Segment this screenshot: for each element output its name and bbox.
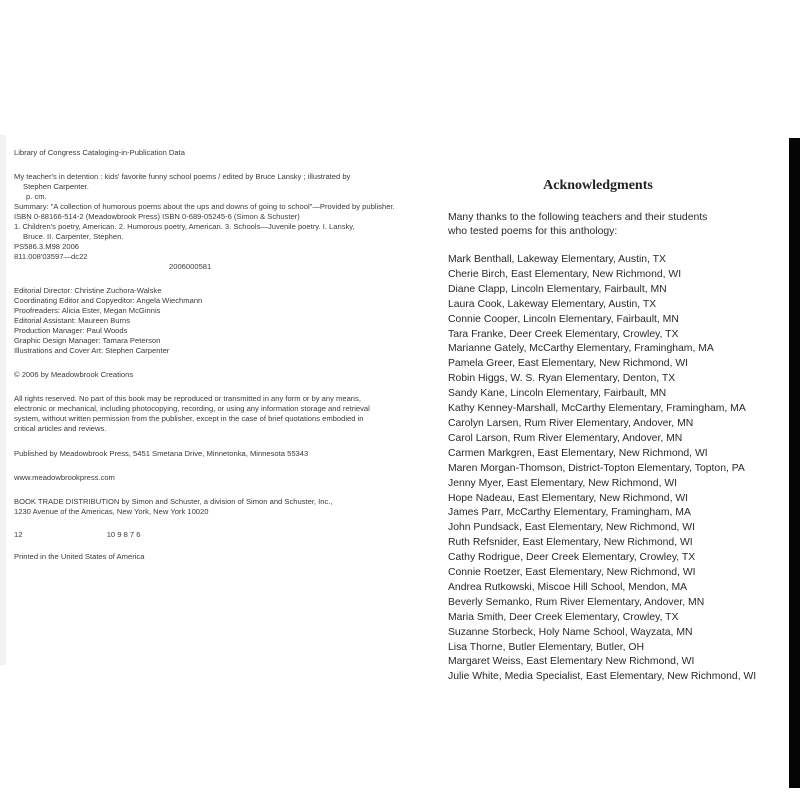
printing-numbers bbox=[14, 530, 414, 540]
list-item: Jenny Myer, East Elementary, New Richmond, WI bbox=[448, 477, 678, 489]
credit-line: Coordinating Editor and Copyeditor: Angela Wiechmann bbox=[14, 296, 203, 305]
list-item: Carol Larson, Rum River Elementary, Andover, MN bbox=[448, 432, 683, 444]
cip-subjects-cont: Bruce. II. Carpenter, Stephen. bbox=[23, 232, 124, 241]
list-item: Carolyn Larsen, Rum River Elementary, Andover, MN bbox=[448, 417, 694, 429]
credit-line: Editorial Assistant: Maureen Burns bbox=[14, 316, 131, 325]
intro-line: Many thanks to the following teachers and their students bbox=[448, 212, 708, 223]
list-item: Ruth Refsnider, East Elementary, New Richmond, WI bbox=[448, 537, 693, 549]
copyright-notice: © 2006 by Meadowbrook Creations bbox=[14, 370, 134, 379]
list-item: Beverly Semanko, Rum River Elementary, Andover, MN bbox=[448, 596, 705, 608]
cip-title-line-cont: Stephen Carpenter. bbox=[23, 182, 89, 191]
credit-line: Graphic Design Manager: Tamara Peterson bbox=[14, 336, 161, 345]
cip-class-number: PS586.3.M98 2006 bbox=[14, 242, 80, 251]
list-item: Kathy Kenney-Marshall, McCarthy Elementary, Framingham, MA bbox=[448, 403, 746, 415]
list-item: Carmen Markgren, East Elementary, New Richmond, WI bbox=[448, 447, 708, 459]
credits-list bbox=[14, 286, 414, 356]
acknowledgments-page bbox=[448, 178, 783, 685]
cip-dewey: 811.008'03597—dc22 bbox=[14, 252, 88, 261]
cip-control-number: 2006000581 bbox=[169, 262, 212, 271]
rights-statement bbox=[14, 394, 414, 434]
printed-in: Printed in the United States of America bbox=[14, 552, 145, 561]
list-item: Mark Benthall, Lakeway Elementary, Austin, TX bbox=[448, 254, 666, 265]
rights-line: All rights reserved. No part of this book may be reproduced or transmitted in any form or by any means, bbox=[14, 394, 361, 403]
list-item: Hope Nadeau, East Elementary, New Richmond, WI bbox=[448, 492, 689, 504]
page-edge-shadow bbox=[0, 135, 6, 665]
cip-subjects: 1. Children's poetry, American. 2. Humorous poetry, American. 3. Schools—Juvenile poetry. I. Lansky, bbox=[14, 222, 355, 231]
rights-line: system, without written permission from the publisher, except in the case of brief quotations embodied in bbox=[14, 414, 364, 423]
list-item: Julie White, Media Specialist, East Elementary, New Richmond, WI bbox=[448, 671, 757, 683]
credit-line: Illustrations and Cover Art: Stephen Carpenter bbox=[14, 346, 170, 355]
credit-line: Editorial Director: Christine Zuchora-Walske bbox=[14, 286, 162, 295]
list-item: Diane Clapp, Lincoln Elementary, Fairbault, MN bbox=[448, 283, 667, 295]
rights-line: electronic or mechanical, including photocopying, recording, or using any information storage and retrieval bbox=[14, 404, 370, 413]
list-item: Maren Morgan-Thomson, District-Topton Elementary, Topton, PA bbox=[448, 462, 745, 474]
list-item: Sandy Kane, Lincoln Elementary, Fairbault, MN bbox=[448, 388, 667, 400]
list-item: Laura Cook, Lakeway Elementary, Austin, TX bbox=[448, 298, 657, 310]
cip-pages: p. cm. bbox=[26, 192, 47, 201]
list-item: Connie Cooper, Lincoln Elementary, Fairbault, MN bbox=[448, 313, 679, 325]
list-item: Lisa Thorne, Butler Elementary, Butler, OH bbox=[448, 641, 644, 653]
list-item: James Parr, McCarthy Elementary, Framingham, MA bbox=[448, 507, 691, 519]
list-item: Marianne Gately, McCarthy Elementary, Framingham, MA bbox=[448, 343, 714, 355]
list-item: Connie Roetzer, East Elementary, New Richmond, WI bbox=[448, 567, 696, 579]
acknowledgments-intro bbox=[448, 211, 783, 239]
copyright-page bbox=[14, 148, 414, 562]
printing-number-left: 12 bbox=[14, 530, 23, 539]
cip-summary: Summary: "A collection of humorous poems about the ups and downs of going to school"—Provided by publisher. bbox=[14, 202, 395, 211]
distribution-address: 1230 Avenue of the Americas, New York, New York 10020 bbox=[14, 507, 209, 516]
website-link: www.meadowbrookpress.com bbox=[14, 473, 115, 482]
intro-line: who tested poems for this anthology: bbox=[448, 226, 618, 237]
page-title: Acknowledgments bbox=[543, 178, 653, 193]
list-item: Suzanne Storbeck, Holy Name School, Wayzata, MN bbox=[448, 626, 693, 638]
publisher-line: Published by Meadowbrook Press, 5451 Smetana Drive, Minnetonka, Minnesota 55343 bbox=[14, 449, 309, 458]
book-gutter-shadow bbox=[789, 138, 800, 788]
credit-line: Production Manager: Paul Woods bbox=[14, 326, 128, 335]
list-item: Margaret Weiss, East Elementary New Richmond, WI bbox=[448, 656, 695, 668]
acknowledgments-list bbox=[448, 253, 783, 685]
list-item: Cathy Rodrigue, Deer Creek Elementary, Crowley, TX bbox=[448, 552, 696, 564]
printing-number-right: 10 9 8 7 6 bbox=[106, 530, 141, 539]
distribution-line: BOOK TRADE DISTRIBUTION by Simon and Schuster, a division of Simon and Schuster, Inc., bbox=[14, 497, 333, 506]
cip-isbn: ISBN 0-88166-514-2 (Meadowbrook Press) ISBN 0-689-05245-6 (Simon & Schuster) bbox=[14, 212, 300, 221]
list-item: Cherie Birch, East Elementary, New Richmond, WI bbox=[448, 268, 682, 280]
list-item: Andrea Rutkowski, Miscoe Hill School, Mendon, MA bbox=[448, 581, 688, 593]
list-item: Pamela Greer, East Elementary, New Richmond, WI bbox=[448, 358, 689, 370]
credit-line: Proofreaders: Alicia Ester, Megan McGinnis bbox=[14, 306, 161, 315]
list-item: Tara Franke, Deer Creek Elementary, Crowley, TX bbox=[448, 328, 679, 340]
list-item: Maria Smith, Deer Creek Elementary, Crowley, TX bbox=[448, 611, 679, 623]
list-item: Robin Higgs, W. S. Ryan Elementary, Denton, TX bbox=[448, 373, 676, 385]
list-item: John Pundsack, East Elementary, New Richmond, WI bbox=[448, 522, 695, 534]
cip-title-line: My teacher's in detention : kids' favorite funny school poems / edited by Bruce Lansky ; illustrated by bbox=[14, 172, 351, 181]
cip-heading: Library of Congress Cataloging-in-Publication Data bbox=[14, 148, 185, 157]
rights-line: critical articles and reviews. bbox=[14, 424, 107, 433]
